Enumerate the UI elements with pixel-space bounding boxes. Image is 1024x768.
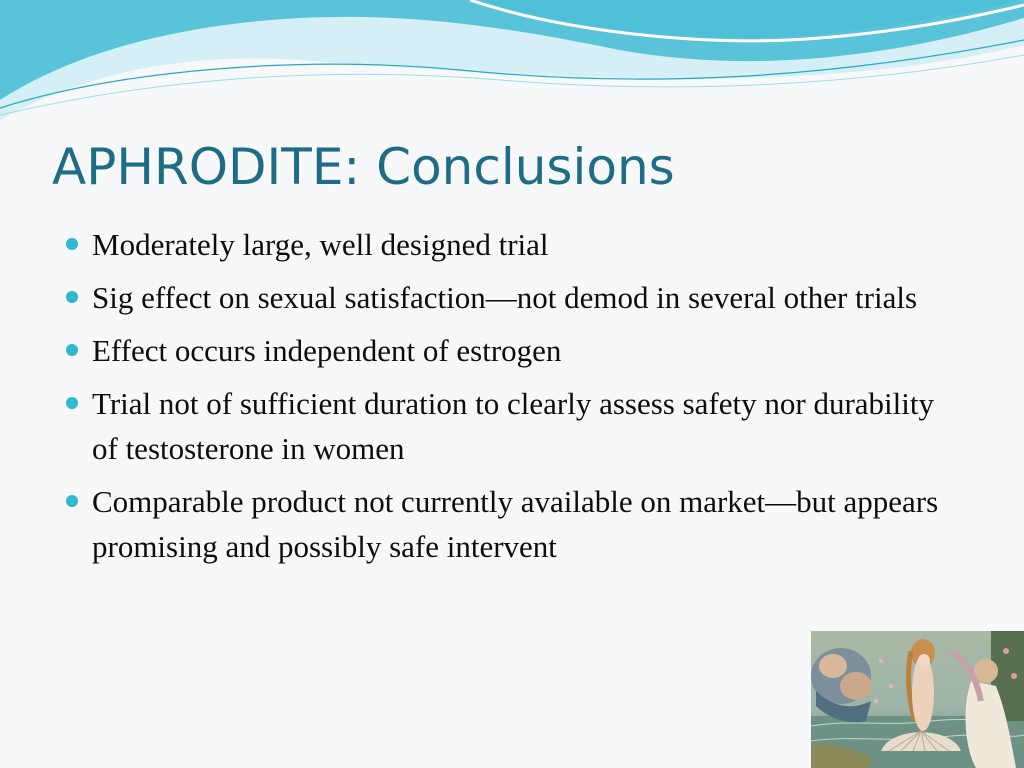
bullet-dot-icon [66, 397, 78, 409]
list-item [64, 222, 964, 267]
slide-title: APHRODITE: Conclusions [52, 138, 675, 196]
bullet-list [64, 222, 964, 577]
bullet-text: Sig effect on sexual satisfaction—not demod in several other trials [92, 280, 918, 315]
bullet-text: Moderately large, well designed trial [92, 227, 549, 262]
bullet-dot-icon [66, 344, 78, 356]
list-item [64, 381, 964, 471]
birth-of-venus-painting [811, 631, 1024, 768]
bullet-dot-icon [66, 495, 78, 507]
header-wave-decoration [0, 0, 1024, 125]
bullet-text: Effect occurs independent of estrogen [92, 333, 562, 368]
list-item [64, 328, 964, 373]
list-item [64, 479, 964, 569]
bullet-text: Comparable product not currently available on market—but appears promising and possibly safe intervent [92, 484, 939, 564]
bullet-dot-icon [66, 291, 78, 303]
bullet-dot-icon [66, 238, 78, 250]
list-item [64, 275, 964, 320]
bullet-text: Trial not of sufficient duration to clearly assess safety nor durability of testosterone in women [92, 386, 934, 466]
